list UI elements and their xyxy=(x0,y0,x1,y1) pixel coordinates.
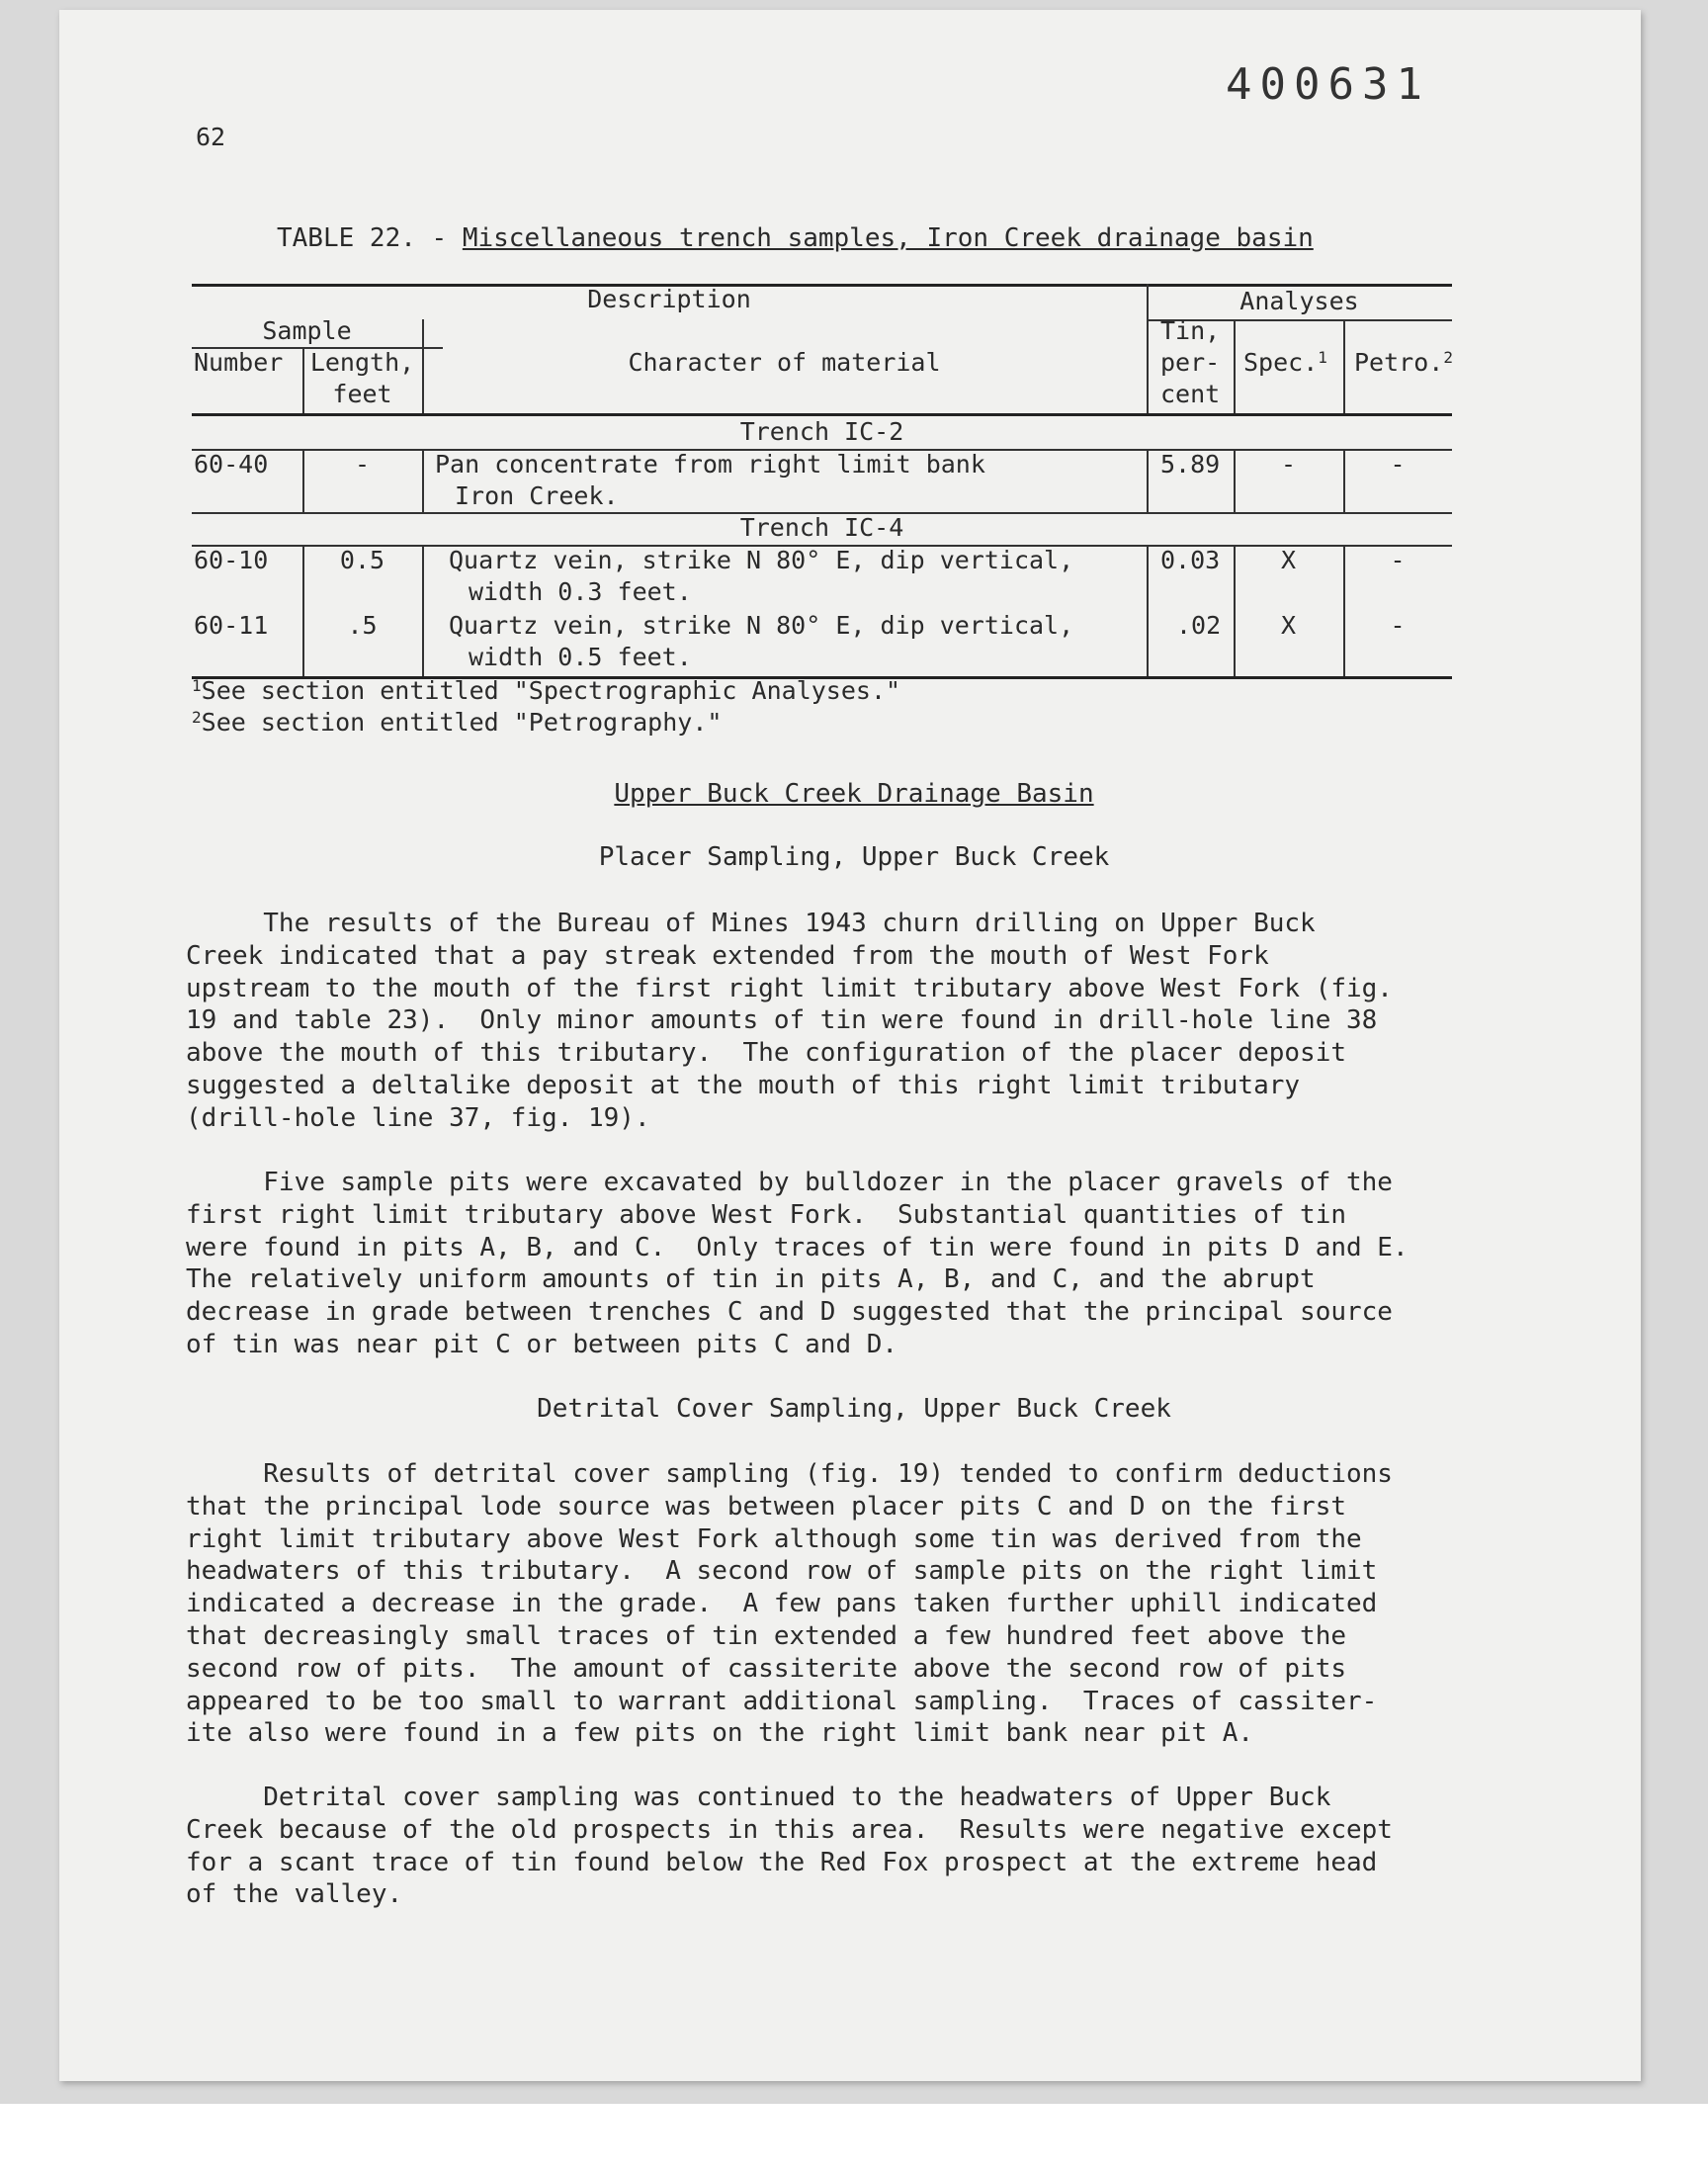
row-material-line-2: Iron Creek. xyxy=(455,481,619,510)
row-number: 60-10 xyxy=(194,546,269,574)
header-spec-text: Spec. xyxy=(1243,348,1319,377)
paragraph-line: Detrital cover sampling was continued to the headwaters of Upper Buck xyxy=(186,1783,1331,1812)
paragraph-line: of the valley. xyxy=(186,1879,403,1910)
row-tin: 0.03 xyxy=(1160,546,1221,574)
vrule-g2-b xyxy=(422,545,424,676)
footnote-1-mark: 1 xyxy=(192,676,202,695)
vrule-tin-spec-head xyxy=(1234,319,1236,413)
row-material-line-1: Quartz vein, strike N 80° E, dip vertical, xyxy=(449,546,1074,574)
table-title xyxy=(277,223,1314,253)
header-petro-sup: 2 xyxy=(1443,348,1453,367)
row-tin: 5.89 xyxy=(1160,450,1221,478)
row-material-line-1: Quartz vein, strike N 80° E, dip vertical, xyxy=(449,611,1074,640)
table-title-text: Miscellaneous trench samples, Iron Creek drainage basin xyxy=(462,223,1314,253)
header-tin-3: cent xyxy=(1160,380,1221,408)
paragraph-line: Creek indicated that a pay streak extended from the mouth of West Fork xyxy=(186,940,1269,971)
paragraph-2 xyxy=(186,1167,1471,1361)
row-petro: - xyxy=(1390,611,1406,640)
row-number: 60-11 xyxy=(194,611,269,640)
row-length: - xyxy=(354,450,371,478)
vrule-g1-c xyxy=(1147,449,1149,512)
section-heading-text: Upper Buck Creek Drainage Basin xyxy=(614,779,1094,809)
header-petro-text: Petro. xyxy=(1354,348,1444,377)
row-petro: - xyxy=(1390,450,1406,478)
paragraph-4 xyxy=(186,1782,1471,1911)
subheading-placer-sampling: Placer Sampling, Upper Buck Creek xyxy=(598,842,1110,872)
row-length: .5 xyxy=(347,611,378,640)
paragraph-line: that the principal lode source was between placer pits C and D on the first xyxy=(186,1491,1346,1522)
row-length: 0.5 xyxy=(339,546,385,574)
vrule-spec-petro-head xyxy=(1343,319,1345,413)
header-length-1: Length, xyxy=(309,348,415,377)
vrule-g1-b xyxy=(422,449,424,512)
row-spec: - xyxy=(1280,450,1297,478)
paragraph-line: indicated a decrease in the grade. A few pans taken further uphill indicated xyxy=(186,1589,1378,1619)
row-material-line-2: width 0.5 feet. xyxy=(469,643,692,671)
row-petro: - xyxy=(1390,546,1406,574)
paragraph-line: of tin was near pit C or between pits C and D. xyxy=(186,1329,898,1359)
section-heading xyxy=(0,779,1708,809)
footnote-1 xyxy=(192,676,900,705)
paragraph-line: headwaters of this tributary. A second row of sample pits on the right limit xyxy=(186,1556,1378,1587)
paragraph-line: The results of the Bureau of Mines 1943 churn drilling on Upper Buck xyxy=(186,909,1316,938)
header-petro xyxy=(1354,347,1453,382)
paragraph-line: suggested a deltalike deposit at the mouth of this right limit tributary xyxy=(186,1070,1301,1100)
header-description: Description xyxy=(587,285,751,313)
footnote-2-mark: 2 xyxy=(192,708,202,727)
paragraph-line: upstream to the mouth of the first right limit tributary above West Fork (fig. xyxy=(186,973,1393,1003)
row-material-line-1: Pan concentrate from right limit bank xyxy=(435,450,985,478)
paragraph-line: 19 and table 23). Only minor amounts of tin were found in drill-hole line 38 xyxy=(186,1005,1378,1036)
paragraph-3 xyxy=(186,1458,1471,1750)
paragraph-line: above the mouth of this tributary. The configuration of the placer deposit xyxy=(186,1038,1346,1069)
paragraph-line: Five sample pits were excavated by bulldozer in the placer gravels of the xyxy=(186,1168,1393,1197)
paragraph-line: first right limit tributary above West Fork. Substantial quantities of tin xyxy=(186,1199,1346,1230)
paragraph-line: Creek because of the old prospects in this area. Results were negative except xyxy=(186,1814,1393,1845)
paragraph-line: decrease in grade between trenches C and D suggested that the principal source xyxy=(186,1297,1393,1328)
row-number: 60-40 xyxy=(194,450,269,478)
header-length-2: feet xyxy=(332,380,392,408)
table-title-prefix: TABLE 22. - xyxy=(277,223,463,253)
paragraph-line: second row of pits. The amount of cassiterite above the second row of pits xyxy=(186,1653,1346,1684)
paragraph-line: that decreasingly small traces of tin extended a few hundred feet above the xyxy=(186,1620,1346,1651)
header-number: Number xyxy=(194,348,284,377)
row-tin: .02 xyxy=(1176,611,1222,640)
samples-table xyxy=(192,284,1452,679)
paragraph-line: (drill-hole line 37, fig. 19). xyxy=(186,1102,650,1133)
vrule-g2-c xyxy=(1147,545,1149,676)
paragraph-line: Results of detrital cover sampling (fig. 19) tended to confirm deductions xyxy=(186,1459,1393,1489)
page-number: 62 xyxy=(196,123,226,151)
paragraph-1 xyxy=(186,908,1471,1135)
header-analyses: Analyses xyxy=(1239,287,1359,315)
document-stamp-number: 400631 xyxy=(1226,59,1430,110)
paragraph-line: right limit tributary above West Fork although some tin was derived from the xyxy=(186,1523,1362,1554)
footnote-2-text: See section entitled "Petrography." xyxy=(201,708,723,737)
row-spec: X xyxy=(1280,611,1297,640)
header-sample: Sample xyxy=(262,316,352,345)
paragraph-line: for a scant trace of tin found below the Red Fox prospect at the extreme head xyxy=(186,1847,1378,1877)
row-spec: X xyxy=(1280,546,1297,574)
paragraph-line: appeared to be too small to warrant additional sampling. Traces of cassiter- xyxy=(186,1686,1378,1716)
footnote-2 xyxy=(192,708,722,737)
header-spec-sup: 1 xyxy=(1318,348,1327,367)
footnote-1-text: See section entitled "Spectrographic Analyses." xyxy=(201,676,901,705)
subheading-detrital-cover: Detrital Cover Sampling, Upper Buck Creek xyxy=(537,1394,1171,1424)
group-label-trench-ic2: Trench IC-2 xyxy=(739,417,904,446)
header-spec xyxy=(1243,347,1327,382)
paragraph-line: ite also were found in a few pits on the right limit bank near pit A. xyxy=(186,1718,1254,1749)
group-label-trench-ic4: Trench IC-4 xyxy=(739,513,904,542)
header-tin-1: Tin, xyxy=(1160,316,1221,345)
row-material-line-2: width 0.3 feet. xyxy=(469,577,692,606)
paragraph-line: The relatively uniform amounts of tin in pits A, B, and C, and the abrupt xyxy=(186,1264,1316,1295)
paragraph-line: were found in pits A, B, and C. Only traces of tin were found in pits D and E. xyxy=(186,1232,1409,1262)
header-character: Character of material xyxy=(628,348,941,377)
header-tin-2: per- xyxy=(1160,348,1221,377)
